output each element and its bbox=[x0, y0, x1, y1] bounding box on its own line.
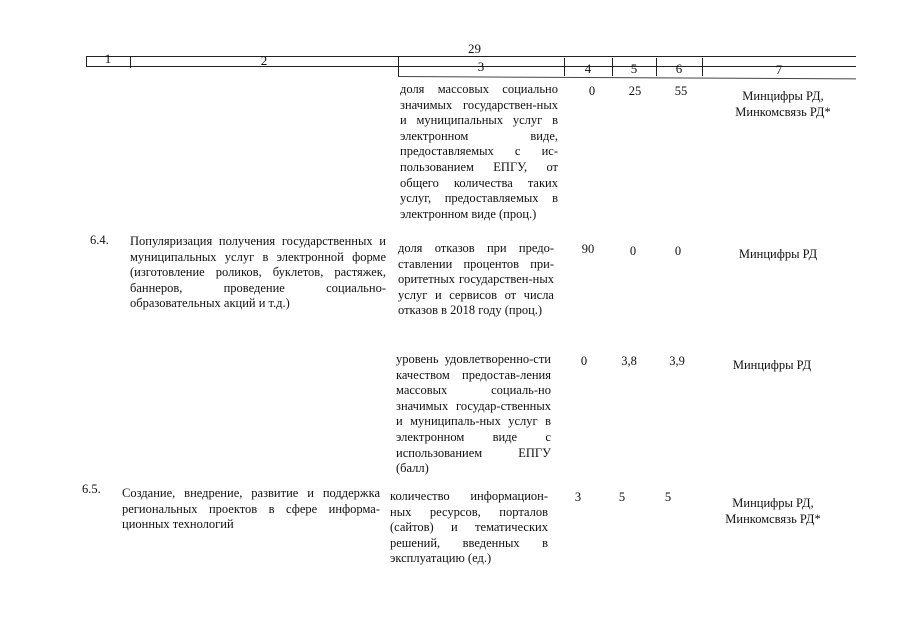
indicator-text: доля массовых социально значимых государствен-ных и муниципальных услуг в электронном виде, предоставляемых с ис-пользованием ЕПГУ, от общего количества таких услуг, предоставляемых в электронном виде (проц.) bbox=[400, 82, 558, 221]
value-col-4: 0 bbox=[588, 84, 596, 98]
header-col-1: 1 bbox=[104, 51, 112, 66]
indicator-text: количество информацион-ных ресурсов, порталов (сайтов) и тематических решений, введенных в эксплуатацию (ед.) bbox=[390, 489, 548, 566]
header-col-2: 2 bbox=[260, 53, 268, 68]
responsible-org: Минцифры РД, Минкомсвязь РД* bbox=[725, 496, 821, 526]
page-number: 29 bbox=[468, 41, 481, 56]
action-text: Популяризация получения государственных и муниципальных услуг в электронной форме (изготовление роликов, буклетов, растяжек, баннеров, проведение социально-образовательных акций и т.д.) bbox=[130, 234, 386, 311]
header-col-3: 3 bbox=[477, 59, 485, 74]
value-col-6: 55 bbox=[674, 84, 688, 98]
value-col-6: 3,9 bbox=[669, 354, 685, 368]
row-number: 6.5. bbox=[82, 482, 101, 496]
value-col-5: 0 bbox=[629, 244, 637, 258]
value-col-4: 0 bbox=[580, 354, 588, 368]
value-col-5: 3,8 bbox=[621, 354, 637, 368]
column-divider bbox=[86, 56, 87, 66]
responsible-org: Минцифры РД bbox=[738, 247, 818, 261]
header-col-7: 7 bbox=[775, 62, 783, 77]
value-col-6: 5 bbox=[664, 490, 672, 504]
header-col-6: 6 bbox=[675, 61, 683, 76]
header-col-5: 5 bbox=[630, 61, 638, 76]
responsible-org: Минцифры РД bbox=[732, 358, 812, 372]
value-col-5: 5 bbox=[618, 490, 626, 504]
value-col-4: 90 bbox=[581, 242, 595, 256]
value-col-4: 3 bbox=[574, 490, 582, 504]
action-text: Создание, внедрение, развитие и поддержка региональных проектов в сфере информа-ционных технологий bbox=[122, 486, 380, 532]
value-col-6: 0 bbox=[674, 244, 682, 258]
responsible-org: Минцифры РД, Минкомсвязь РД* bbox=[735, 89, 831, 119]
value-col-5: 25 bbox=[628, 84, 642, 98]
indicator-text: уровень удовлетворенно-сти качеством предостав-ления массовых социаль-но значимых государ-ственных и муниципаль-ных услуг в электронном виде с использованием ЕПГУ (балл) bbox=[396, 352, 551, 476]
indicator-text: доля отказов при предо-ставлении процентов при-оритетных государствен-ных услуг и сервисов от числа отказов в 2018 году (проц.) bbox=[398, 241, 554, 318]
header-col-4: 4 bbox=[584, 61, 592, 76]
row-number: 6.4. bbox=[90, 233, 109, 247]
